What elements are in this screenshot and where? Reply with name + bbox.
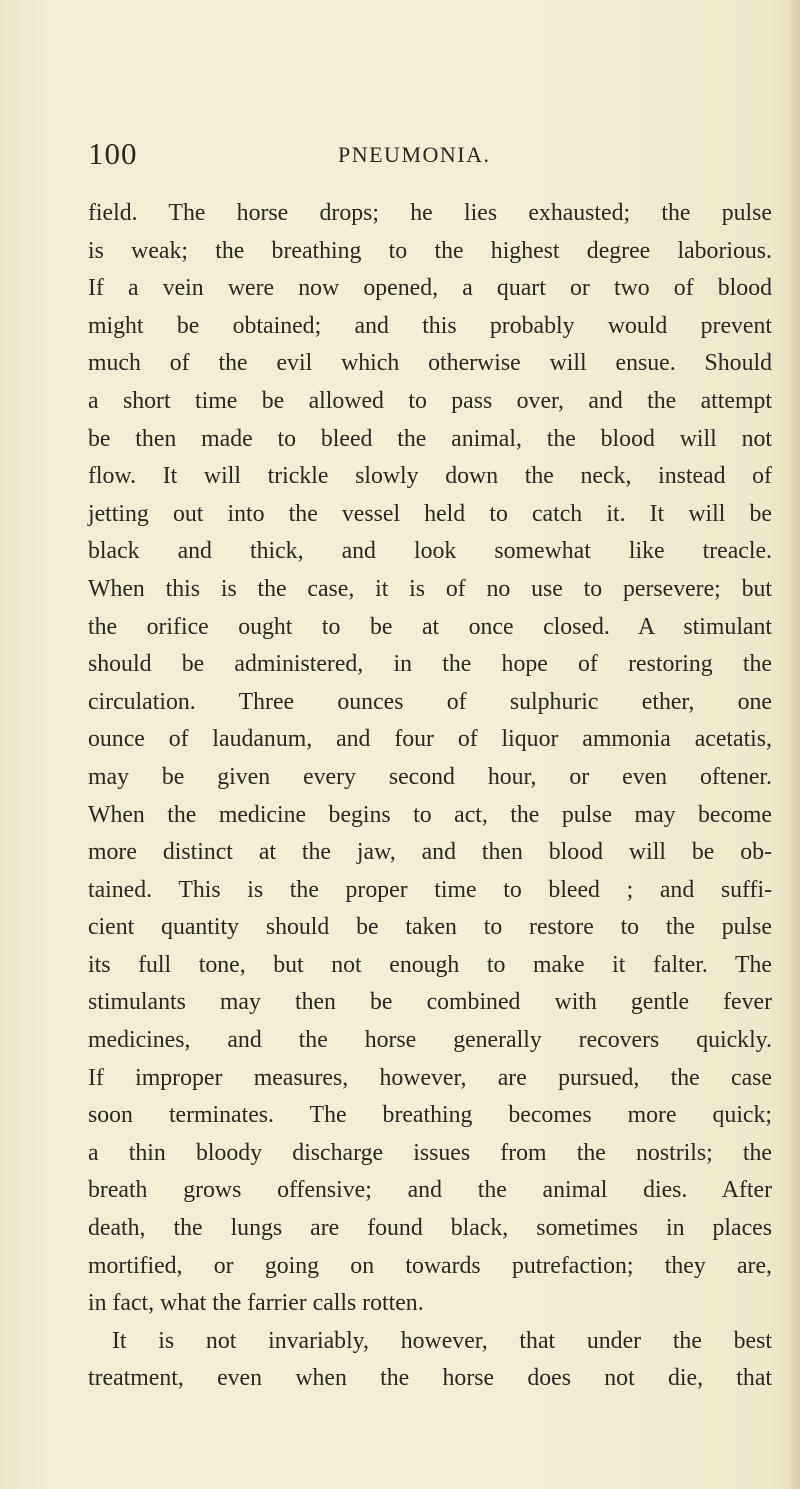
text-line: tained. This is the proper time to bleed ; and suffi- bbox=[88, 876, 772, 903]
text-line: mortified, or going on towards putrefaction; they are, bbox=[88, 1252, 772, 1279]
text-line: black and thick, and look somewhat like treacle. bbox=[88, 538, 772, 565]
text-line: When this is the case, it is of no use to persevere; but bbox=[88, 575, 772, 602]
text-line: treatment, even when the horse does not die, that bbox=[88, 1365, 772, 1392]
text-line: death, the lungs are found black, sometimes in places bbox=[88, 1215, 772, 1242]
text-line: medicines, and the horse generally recovers quickly. bbox=[88, 1027, 772, 1054]
text-line: It is not invariably, however, that under the best bbox=[112, 1327, 772, 1354]
text-line: be then made to bleed the animal, the blood will not bbox=[88, 425, 772, 452]
text-line: a thin bloody discharge issues from the nostrils; the bbox=[88, 1139, 772, 1166]
page-header bbox=[88, 136, 772, 176]
text-line: is weak; the breathing to the highest degree laborious. bbox=[88, 237, 772, 264]
text-line: field. The horse drops; he lies exhausted; the pulse bbox=[88, 200, 772, 226]
text-line: might be obtained; and this probably would prevent bbox=[88, 312, 772, 339]
text-line: the orifice ought to be at once closed. A stimulant bbox=[88, 613, 772, 640]
text-line: much of the evil which otherwise will ensue. Should bbox=[88, 350, 772, 377]
text-line: flow. It will trickle slowly down the neck, instead of bbox=[88, 463, 772, 490]
text-line: more distinct at the jaw, and then blood will be ob- bbox=[88, 839, 772, 866]
text-line: soon terminates. The breathing becomes more quick; bbox=[88, 1102, 772, 1129]
text-line: If a vein were now opened, a quart or two of blood bbox=[88, 275, 772, 302]
text-line: cient quantity should be taken to restore to the pulse bbox=[88, 914, 772, 941]
running-head: PNEUMONIA. bbox=[338, 142, 491, 167]
body-text bbox=[88, 195, 772, 1398]
text-line: in fact, what the farrier calls rotten. bbox=[88, 1290, 424, 1317]
page-number: 100 bbox=[88, 136, 138, 171]
text-line: When the medicine begins to act, the pulse may become bbox=[88, 801, 772, 828]
page-edge-shadow bbox=[786, 0, 800, 1489]
text-line: If improper measures, however, are pursued, the case bbox=[88, 1064, 772, 1091]
text-line: jetting out into the vessel held to catch it. It will be bbox=[88, 500, 772, 527]
text-line: its full tone, but not enough to make it falter. The bbox=[88, 951, 772, 978]
text-line: breath grows offensive; and the animal dies. After bbox=[88, 1177, 772, 1204]
text-line: should be administered, in the hope of restoring the bbox=[88, 651, 772, 678]
text-line: circulation. Three ounces of sulphuric ether, one bbox=[88, 688, 772, 715]
text-line: stimulants may then be combined with gentle fever bbox=[88, 989, 772, 1016]
text-line: ounce of laudanum, and four of liquor ammonia acetatis, bbox=[88, 726, 772, 753]
text-line: may be given every second hour, or even oftener. bbox=[88, 763, 772, 790]
text-line: a short time be allowed to pass over, and the attempt bbox=[88, 387, 772, 414]
